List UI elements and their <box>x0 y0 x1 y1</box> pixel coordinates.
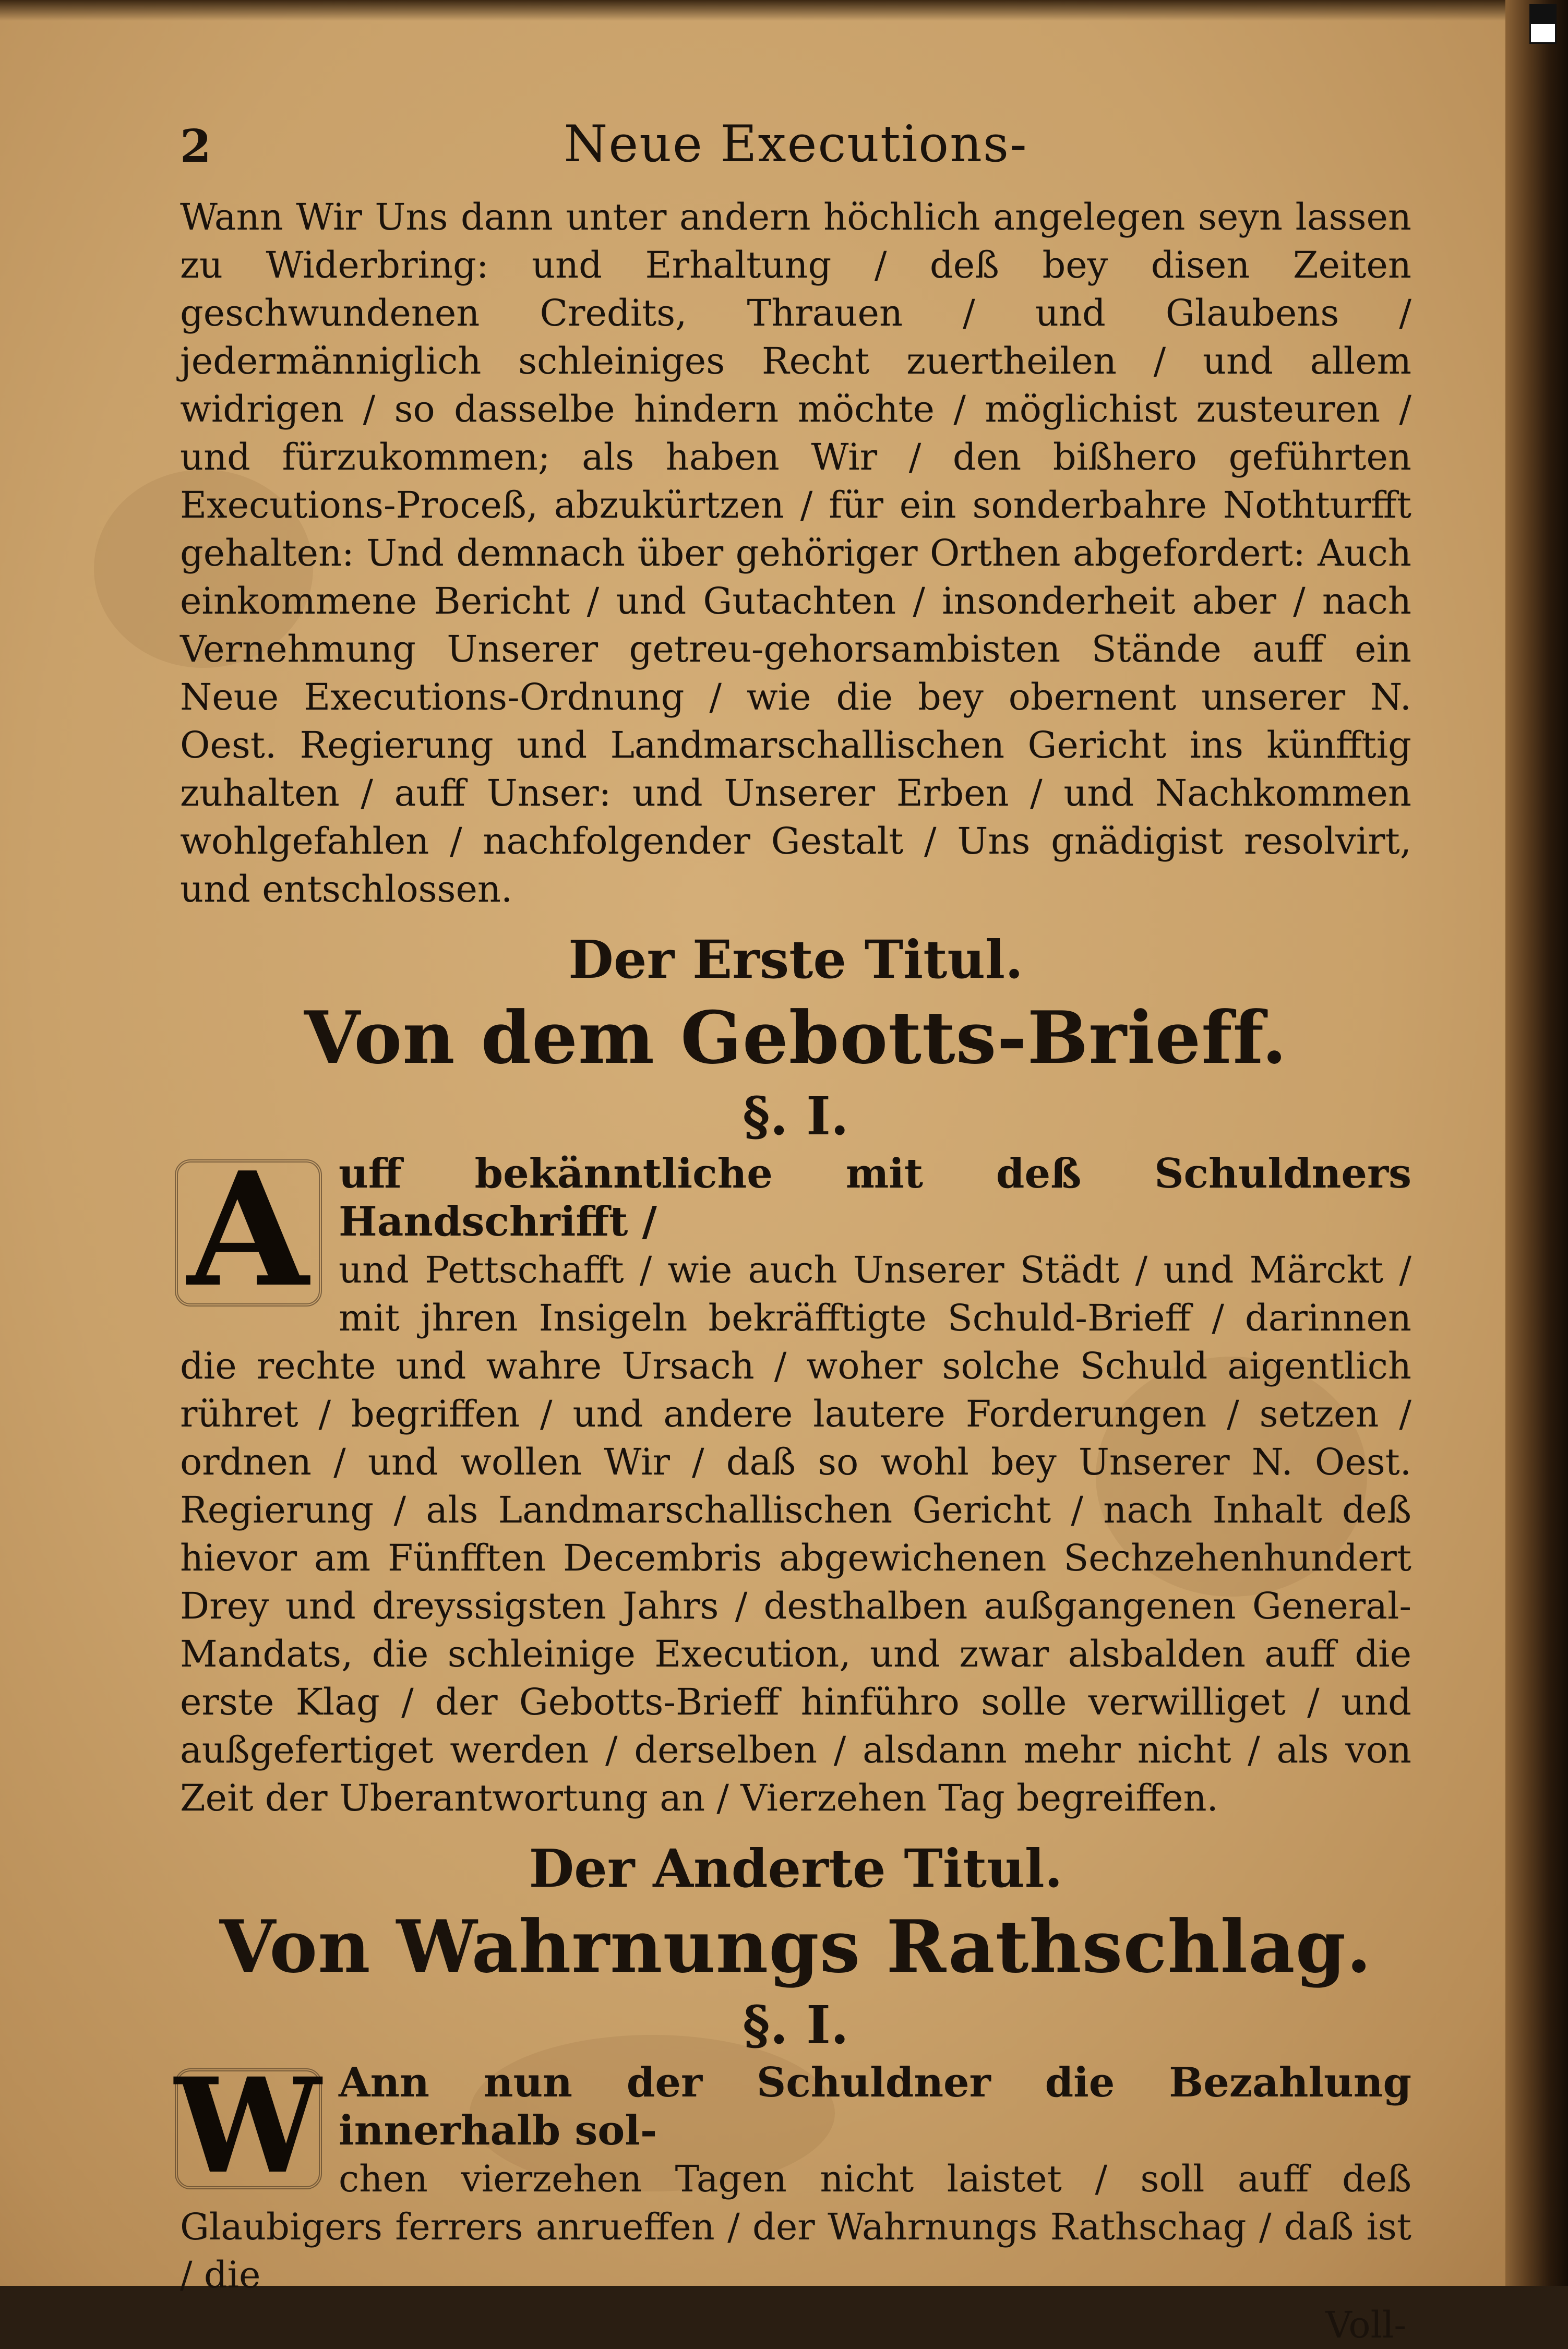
section-title-big: Von dem Gebotts-Brieff. <box>304 995 1288 1080</box>
paragraph-text: chen vierzehen Tagen nicht laistet / soll auff deß Glaubigers ferrers anrueffen / der Wahrnungs Rathschag / daß ist / die <box>180 2158 1411 2296</box>
paragraph-lead <box>180 2059 1411 2155</box>
section-2 <box>174 1835 1411 2299</box>
lead-text: uff bekänntliche mit deß Schuldners Handschrifft / <box>339 1150 1411 1245</box>
paragraph-text: und Pettschafft / wie auch Unserer Städt / und Märckt / mit jhren Insigeln bekräfftigte Schuld-Brieff / darinnen die rechte und wahre Ursach / woher solche Schuld aigentlich rühret / begriffen / und andere lautere Forderungen / setzen / ordnen / und wollen Wir / daß so wohl bey Unserer N. Oest. Regierung / als Landmarschallischen Gericht / nach Inhalt deß hievor am Fünfften Decembris abgewichenen Sechzehenhundert Drey und dreyssigsten Jahrs / desthalben außgangenen General-Mandats, die schleinige Execution, und zwar alsbalden auff die erste Klag / der Gebotts-Brieff hinführo solle verwilliget / und außgefertiget werden / derselben / alsdann mehr nicht / als von Zeit der Uberantwortung an / Vierzehen Tag begreiffen. <box>180 1249 1411 1819</box>
text-block <box>174 104 1411 2349</box>
lead-text: Ann nun der Schuldner die Bezahlung innerhalb sol- <box>339 2059 1411 2154</box>
section-title-small: Der Anderte Titul. <box>529 1838 1063 1899</box>
paragraph-lead <box>180 1150 1411 1246</box>
page-number: 2 <box>180 120 211 173</box>
page-top-shadow <box>0 0 1568 21</box>
catchword: Voll- <box>1325 2304 1406 2346</box>
decorated-initial <box>170 1137 326 1322</box>
intro-paragraph: Wann Wir Uns dann unter andern höchlich angelegen seyn lassen zu Widerbring: und Erhaltung / deß bey disen Zeiten geschwundenen Credits, Thrauen / und Glaubens / jedermänniglich schleiniges Recht zuertheilen / und allem widrigen / so dasselbe hindern möchte / möglichist zusteuren / und fürzukommen; als haben Wir / den bißhero geführten Executions-Proceß, abzukürtzen / für ein sonderbahre Nothturfft gehalten: Und demnach über gehöriger Orthen abgefordert: Auch einkommene Bericht / und Gutachten / insonderheit aber / nach Vernehmung Unserer getreu-gehorsambisten Stände auff ein Neue Executions-Ordnung / wie die bey obernent unserer N. Oest. Regierung und Landmarschallischen Gericht ins künfftig zuhalten / auff Unser: und Unserer Erben / und Nachkommen wohlgefahlen / nachfolgender Gestalt / Uns gnädigist resolvirt, und entschlossen. <box>180 196 1411 910</box>
paragraph-mark: §. I. <box>743 1085 849 1147</box>
page-edge-shadow <box>1505 0 1568 2286</box>
scan-calibration-mark <box>1529 4 1557 44</box>
section-paragraph <box>174 2049 1411 2299</box>
section-1 <box>180 926 1411 1822</box>
section-title-small: Der Erste Titul. <box>568 929 1023 990</box>
decorated-initial <box>170 2049 326 2202</box>
initial-letter: A <box>187 1137 309 1322</box>
section-paragraph <box>180 1137 1411 1822</box>
running-title: Neue Executions- <box>564 115 1028 173</box>
paragraph-mark: §. I. <box>743 1994 849 2056</box>
running-header <box>180 104 1411 193</box>
initial-letter: W <box>174 2049 321 2202</box>
section-title-big: Von Wahrnungs Rathschlag. <box>219 1904 1372 1989</box>
